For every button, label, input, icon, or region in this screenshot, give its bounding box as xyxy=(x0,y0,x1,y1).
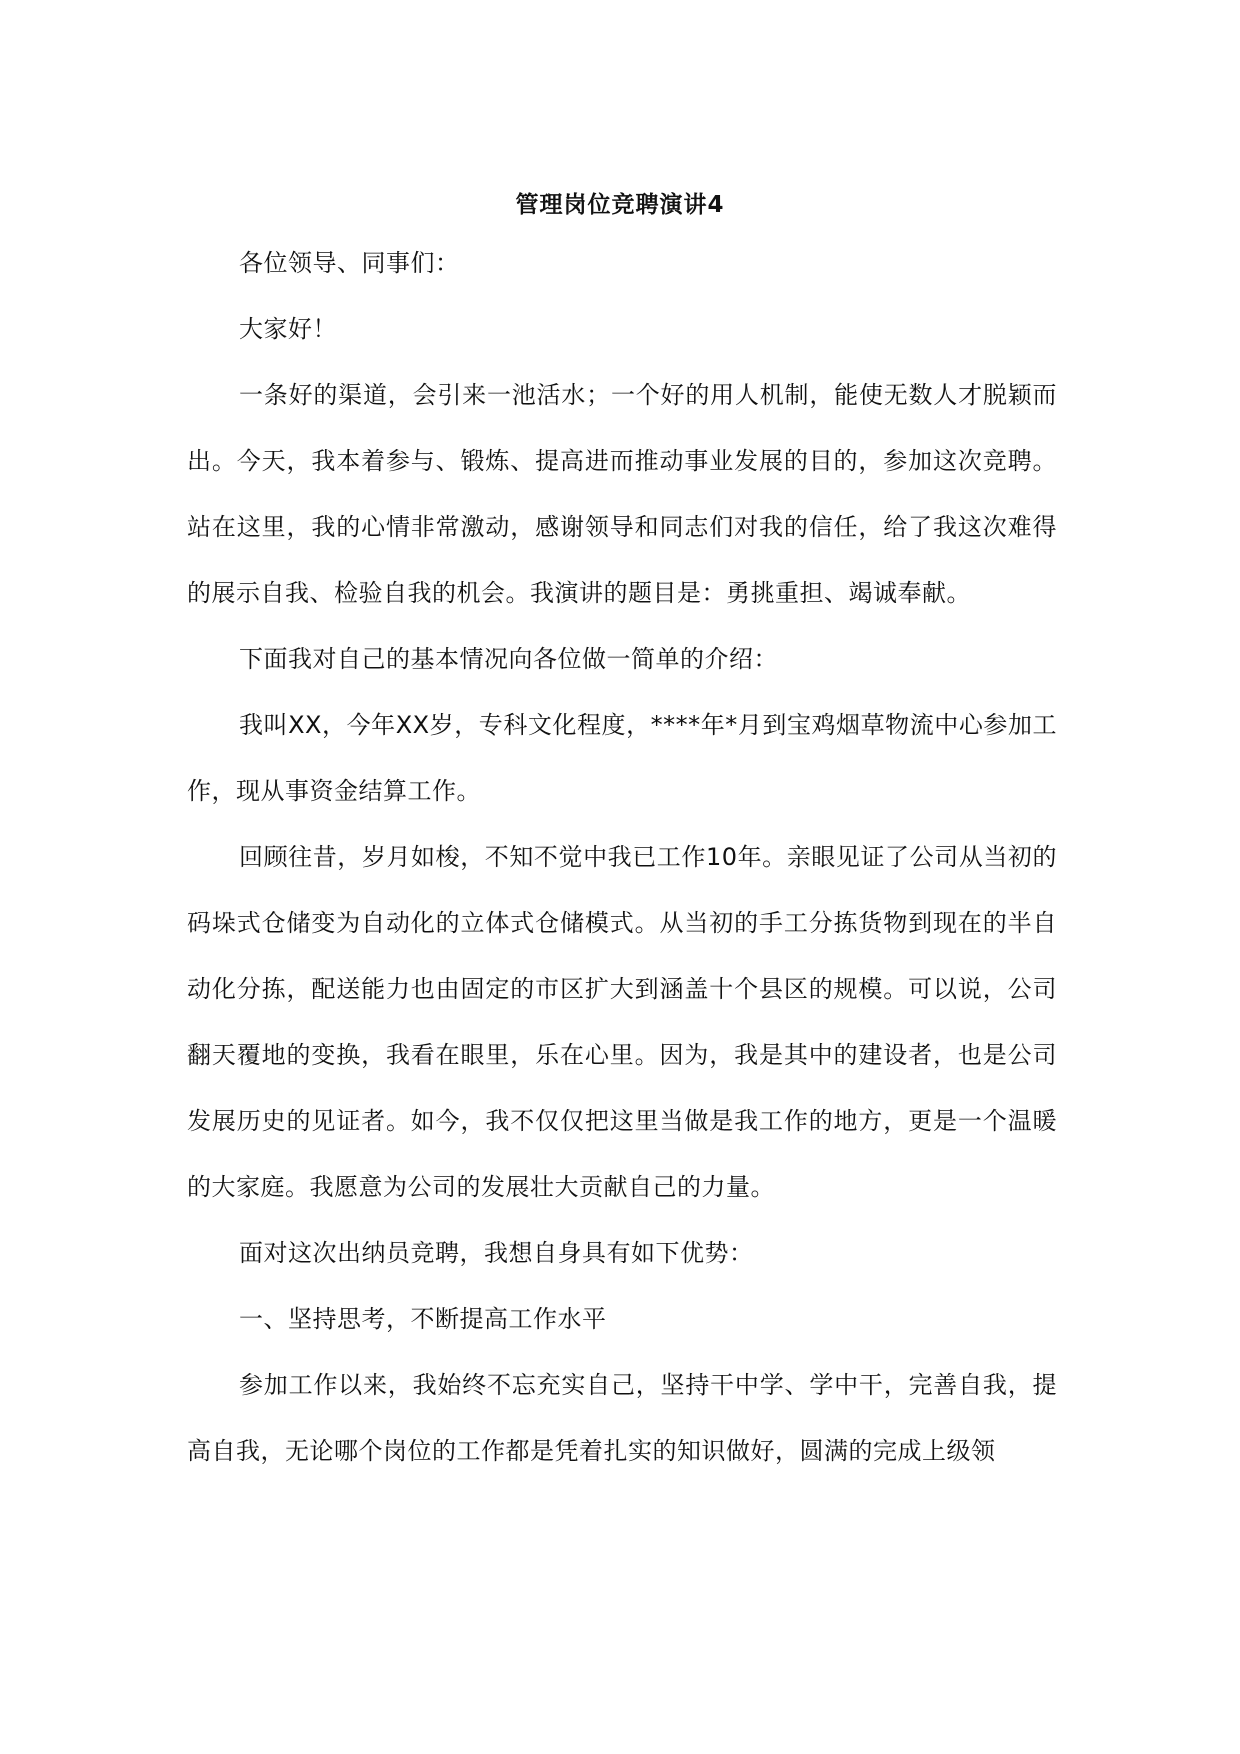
document-body xyxy=(187,230,1057,1484)
paragraph-advantages-lead: 面对这次出纳员竞聘，我想自身具有如下优势： xyxy=(239,1239,754,1267)
paragraph-review: 回顾往昔，岁月如梭，不知不觉中我已工作10年。亲眼见证了公司从当初的码垛式仓储变为自动化的立体式仓储模式。从当初的手工分拣货物到现在的半自动化分拣，配送能力也由固定的市区扩大到涵盖十个县区的规模。可以说，公司翻天覆地的变换，我看在眼里，乐在心里。因为，我是其中的建设者，也是公司发展历史的见证者。如今，我不仅仅把这里当做是我工作的地方，更是一个温暖的大家庭。我愿意为公司的发展壮大贡献自己的力量。 xyxy=(187,843,1057,1201)
paragraph-intro: 一条好的渠道，会引来一池活水；一个好的用人机制，能使无数人才脱颖而出。今天，我本着参与、锻炼、提高进而推动事业发展的目的，参加这次竞聘。站在这里，我的心情非常激动，感谢领导和同志们对我的信任，给了我这次难得的展示自我、检验自我的机会。我演讲的题目是：勇挑重担、竭诚奉献。 xyxy=(187,381,1057,607)
paragraph-section-1: 参加工作以来，我始终不忘充实自己，坚持干中学、学中干，完善自我，提高自我，无论哪个岗位的工作都是凭着扎实的知识做好，圆满的完成上级领 xyxy=(187,1371,1057,1465)
paragraph-self-intro-lead: 下面我对自己的基本情况向各位做一简单的介绍： xyxy=(239,645,778,673)
paragraph-basic-info: 我叫XX，今年XX岁，专科文化程度，****年*月到宝鸡烟草物流中心参加工作，现从事资金结算工作。 xyxy=(187,711,1057,805)
paragraph-greeting: 各位领导、同事们： xyxy=(239,249,460,277)
paragraph-hello: 大家好！ xyxy=(239,315,337,343)
section-heading-1: 一、坚持思考，不断提高工作水平 xyxy=(239,1305,607,1333)
document-title: 管理岗位竞聘演讲4 xyxy=(515,192,725,218)
